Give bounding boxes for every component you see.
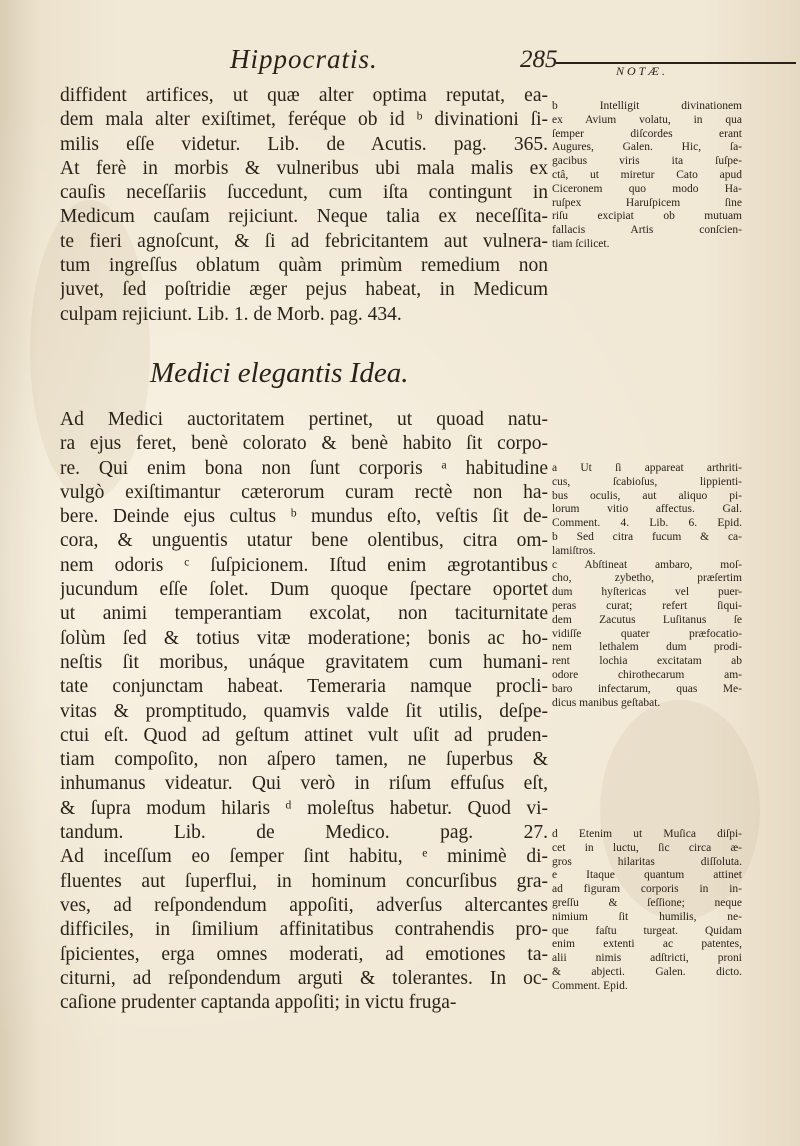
- note-line: dum hyſtericas vel puer-: [552, 586, 742, 599]
- page-header: [0, 38, 800, 78]
- text-line: caſione prudenter captanda appoſiti; in victu fruga-: [60, 992, 457, 1014]
- note-line: & abjecti. Galen. dicto.: [552, 965, 742, 978]
- note-line: c Abſtineat ambaro, moſ-: [552, 558, 742, 571]
- text-line: inhumanus videatur. Qui verò in riſum effuſus eſt,: [60, 773, 548, 795]
- note-line: tiam ſcilicet.: [552, 237, 610, 250]
- note-line: dem Zacutus Luſitanus ſe: [552, 613, 742, 626]
- note-line: Comment. Epid.: [552, 979, 628, 992]
- note-line: b Intelligit divinationem: [552, 100, 742, 112]
- text-line: Ad inceſſum eo ſemper ſint habitu, ᵉ minimè di-: [60, 846, 548, 868]
- text-line: nem odoris ᶜ ſuſpicionem. Iſtud enim ægrotantibus: [60, 554, 548, 576]
- note-line: greſſu & ſeſſione; neque: [552, 896, 742, 909]
- text-line: Ad Medici auctoritatem pertinet, ut quoad natu-: [60, 409, 548, 430]
- text-line: cora, & unguentis utatur bene olentibus, citra om-: [60, 530, 548, 552]
- note-line: alii nimis adſtricti, proni: [552, 952, 742, 965]
- text-line: ut animi temperantiam excolat, non taciturnitate: [60, 603, 548, 625]
- note-line: fallacis Artis conſcien-: [552, 224, 742, 237]
- text-line: citurni, ad reſpondendum arguti & tolerantes. In oc-: [60, 967, 548, 989]
- note-line: nimium ſit humilis, ne-: [552, 910, 742, 923]
- text-line: neſtis ſit moribus, unáque gravitatem cum humani-: [60, 651, 548, 673]
- text-line: tum ingreſſus oblatum quàm primùm remedium non: [60, 255, 548, 277]
- text-line: Medicum cauſam rejiciunt. Neque talia ex neceſſita-: [60, 206, 548, 228]
- text-line: tate conjunctam habeat. Temeraria namque procli-: [60, 676, 548, 698]
- note-line: bus oculis, aut aliquo pi-: [552, 489, 742, 502]
- text-line: tiam compoſito, non aſpero tamen, ne ſuperbus &: [60, 749, 548, 771]
- text-line: jucundum eſſe ſolet. Dum quoque ſpectare oportet: [60, 579, 548, 601]
- page-number: 285: [520, 46, 558, 73]
- note-line: lamiſtros.: [552, 544, 596, 557]
- note-line: nem lethalem dum prodi-: [552, 641, 742, 654]
- note-line: peras curat; refert ſiqui-: [552, 599, 742, 612]
- text-line: re. Qui enim bona non ſunt corporis ᵃ habitudine: [60, 457, 548, 479]
- text-line: ra ejus feret, benè colorato & benè habito ſit corpo-: [60, 433, 548, 455]
- text-line: At ferè in morbis & vulneribus ubi mala malis ex: [60, 157, 548, 179]
- text-line: cauſis neceſſariis ſuccedunt, cum iſta contingunt in: [60, 182, 548, 204]
- note-line: rent lochia excitatam ab: [552, 655, 742, 668]
- text-line: fluentes aut ſuperflui, in hominum concurſibus gra-: [60, 870, 548, 892]
- text-line: vitas & promptitudo, quamvis valde ſit utilis, deſpe-: [60, 700, 548, 722]
- text-line: vulgò exiſtimantur cæterorum curam rectè non ha-: [60, 481, 548, 503]
- note-line: cus, ſcabioſus, lippienti-: [552, 475, 742, 488]
- note-line: e Itaque quantum attinet: [552, 869, 742, 882]
- text-line: ſolùm ſed & totius vitæ moderatione; bonis ac ho-: [60, 627, 548, 649]
- text-line: te fieri agnoſcunt, & ſi ad febricitantem aut vulnera-: [60, 230, 548, 252]
- marginal-notes-2: [552, 462, 742, 710]
- note-line: lorum vitio affectus. Gal.: [552, 503, 742, 516]
- note-line: dicus manibus geſtabat.: [552, 696, 661, 709]
- note-line: gacibus viris ita ſuſpe-: [552, 155, 742, 168]
- note-line: Comment. 4. Lib. 6. Epid.: [552, 517, 742, 530]
- running-title: Hippocratis.: [230, 44, 378, 74]
- note-line: a Ut ſi appareat arthriti-: [552, 462, 742, 474]
- marginal-notes-3: [552, 828, 742, 994]
- text-line: dem mala alter exiſtimet, feréque ob id ᵇ divinationi ſi-: [60, 109, 548, 131]
- text-line: tandum. Lib. de Medico. pag. 27.: [60, 822, 548, 844]
- text-line: diffident artifices, ut quæ alter optima reputat, ea-: [60, 85, 548, 106]
- text-line: & ſupra modum hilaris ᵈ moleſtus habetur. Quod vi-: [60, 797, 548, 819]
- note-line: vidiſſe quater præfocatio-: [552, 627, 742, 640]
- note-line: ctâ, ut miretur Cato apud: [552, 168, 742, 181]
- text-line: milis eſſe videtur. Lib. de Acutis. pag. 365.: [60, 133, 548, 155]
- note-line: baro infectarum, quas Me-: [552, 682, 742, 695]
- text-line: culpam rejiciunt. Lib. 1. de Morb. pag. 434.: [60, 303, 402, 325]
- main-text-block-1: [60, 84, 548, 327]
- text-line: difficiles, in ſimilium affinitatibus contrahendis pro-: [60, 919, 548, 941]
- text-line: ctui eſt. Quod ad geſtum attinet vult uſit ad pruden-: [60, 724, 548, 746]
- text-line: ſpicientes, erga omnes moderati, ad emotiones ta-: [60, 943, 548, 965]
- note-line: que faſtu turgeat. Quidam: [552, 924, 742, 937]
- marginal-notes-1: [552, 100, 742, 252]
- note-line: riſu excipiat ob mutuam: [552, 210, 742, 223]
- main-text-block-2: [60, 408, 548, 1015]
- note-line: Ciceronem quo modo Ha-: [552, 182, 742, 195]
- note-line: ſemper diſcordes erant: [552, 127, 742, 140]
- note-line: b Sed citra fucum & ca-: [552, 530, 742, 543]
- note-line: cho, zybetho, præſertim: [552, 572, 742, 585]
- note-line: ex Avium volatu, in qua: [552, 113, 742, 126]
- header-rule: [556, 62, 796, 64]
- note-line: ad figuram corporis in in-: [552, 883, 742, 896]
- section-heading: Medici elegantis Idea.: [150, 357, 409, 389]
- note-line: odore chirothecarum am-: [552, 668, 742, 681]
- text-line: ves, ad reſpondendum appoſiti, adverſus altercantes: [60, 894, 548, 916]
- text-line: bere. Deinde ejus cultus ᵇ mundus eſto, veſtis ſit de-: [60, 506, 548, 528]
- note-line: d Etenim ut Muſica diſpi-: [552, 828, 742, 840]
- note-line: cet in luctu, ſic circa æ-: [552, 841, 742, 854]
- notes-label: NOTÆ.: [612, 64, 672, 79]
- note-line: Augures, Galen. Hic, ſa-: [552, 141, 742, 154]
- note-line: ruſpex Haruſpicem ſine: [552, 196, 742, 209]
- text-line: juvet, ſed poſtridie æger pejus habeat, in Medicum: [60, 279, 548, 301]
- note-line: gros hilaritas diſſoluta.: [552, 855, 742, 868]
- note-line: enim extenti ac patentes,: [552, 938, 742, 951]
